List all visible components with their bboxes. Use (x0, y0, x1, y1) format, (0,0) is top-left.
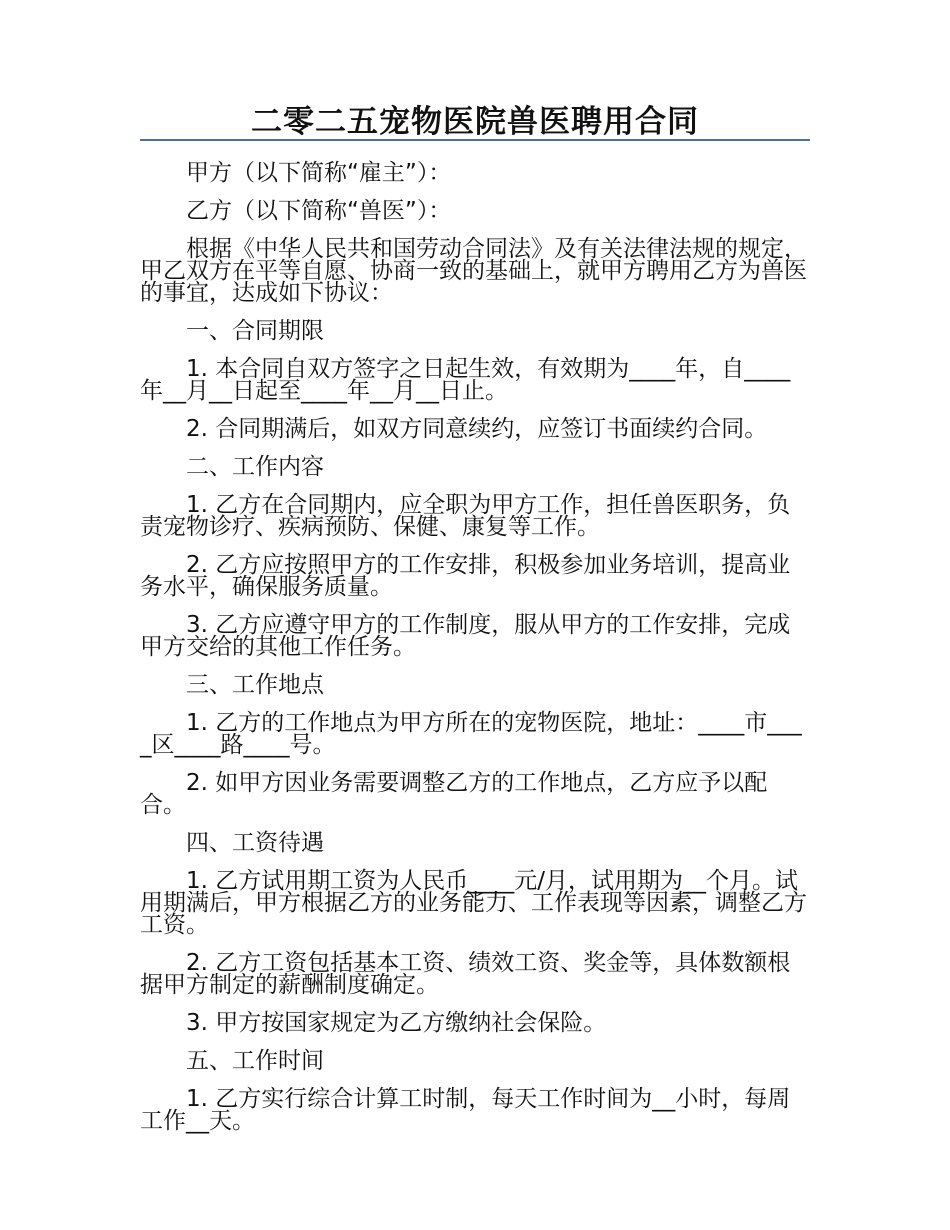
preamble-paragraph: 根据《中华人民共和国劳动合同法》及有关法律法规的规定，甲乙双方在平等自愿、协商一致的基础上，就甲方聘用乙方为兽医的事宜，达成如下协议： (140, 236, 807, 306)
section-heading-term: 一、合同期限 (186, 318, 324, 344)
party-b-line: 乙方（以下简称“兽医”）： (186, 198, 452, 224)
clause-salary-3: 3. 甲方按国家规定为乙方缴纳社会保险。 (186, 1010, 607, 1036)
document-body (140, 156, 812, 1142)
clause-salary-2: 2. 乙方工资包括基本工资、绩效工资、奖金等，具体数额根据甲方制定的薪酬制度确定。 (140, 950, 791, 998)
section-heading-salary: 四、工资待遇 (186, 830, 324, 856)
clause-location-1: 1. 乙方的工作地点为甲方所在的宠物医院，地址：____市____区____路____号。 (140, 710, 802, 758)
clause-location-2: 2. 如甲方因业务需要调整乙方的工作地点，乙方应予以配合。 (140, 770, 768, 818)
section-heading-duties: 二、工作内容 (186, 454, 324, 480)
clause-term-1: 1. 本合同自双方签字之日起生效，有效期为____年，自____年__月__日起至____年__月__日止。 (140, 356, 791, 404)
clause-duties-3: 3. 乙方应遵守甲方的工作制度，服从甲方的工作安排，完成甲方交给的其他工作任务。 (140, 612, 791, 660)
clause-duties-2: 2. 乙方应按照甲方的工作安排，积极参加业务培训，提高业务水平，确保服务质量。 (140, 552, 791, 600)
clause-salary-1: 1. 乙方试用期工资为人民币____元/月，试用期为__个月。试用期满后，甲方根据乙方的业务能力、工作表现等因素，调整乙方工资。 (140, 868, 807, 938)
party-a-line: 甲方（以下简称“雇主”）： (186, 160, 452, 186)
clause-hours-1: 1. 乙方实行综合计算工时制，每天工作时间为__小时，每周工作__天。 (140, 1086, 791, 1134)
section-heading-hours: 五、工作时间 (186, 1048, 324, 1074)
section-heading-location: 三、工作地点 (186, 672, 324, 698)
document-title: 二零二五宠物医院兽医聘用合同 (251, 104, 699, 140)
title-underline (140, 139, 810, 141)
clause-term-2: 2. 合同期满后，如双方同意续约，应签订书面续约合同。 (186, 416, 768, 442)
clause-duties-1: 1. 乙方在合同期内，应全职为甲方工作，担任兽医职务，负责宠物诊疗、疾病预防、保健、康复等工作。 (140, 492, 791, 540)
